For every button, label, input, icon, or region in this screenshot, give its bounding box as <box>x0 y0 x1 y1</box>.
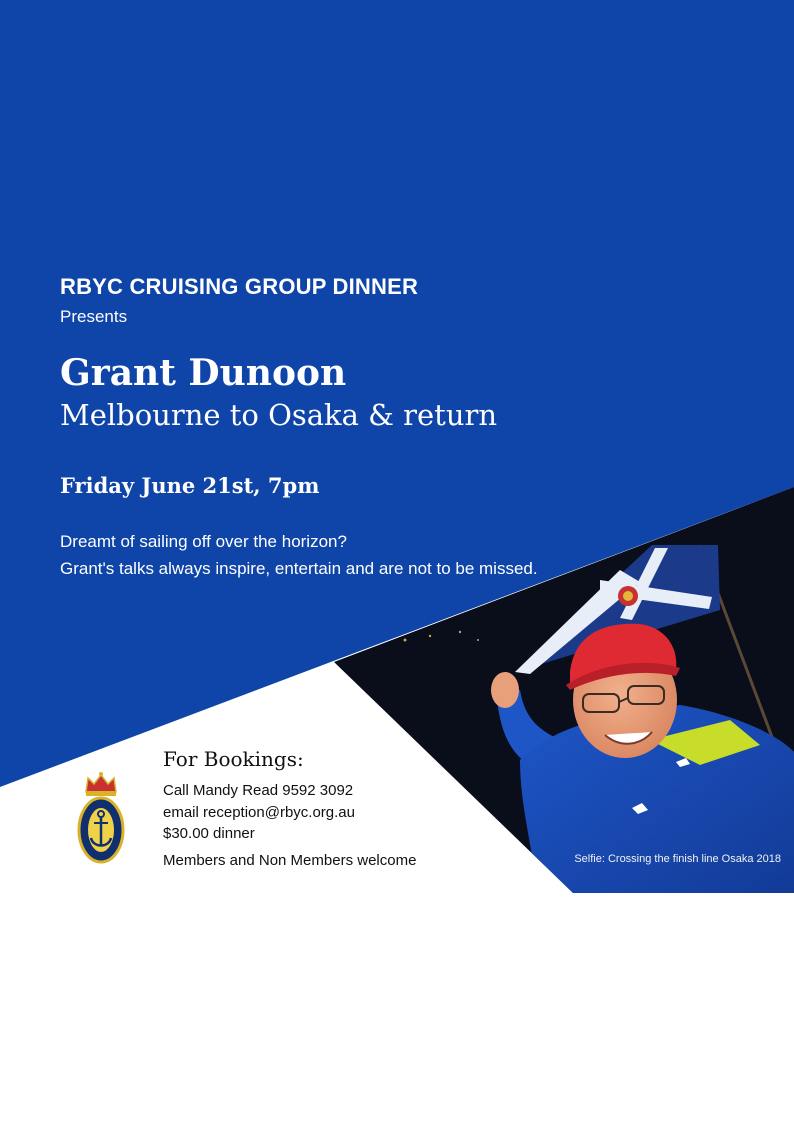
bookings-welcome: Members and Non Members welcome <box>163 852 417 869</box>
crown-icon <box>86 772 116 796</box>
club-logo <box>76 770 126 868</box>
event-date: Friday June 21st, 7pm <box>60 473 320 498</box>
bookings-email: email reception@rbyc.org.au <box>163 804 355 821</box>
bookings-heading: For Bookings: <box>163 747 304 771</box>
description-line-1: Dreamt of sailing off over the horizon? <box>60 532 347 551</box>
bookings-phone: Call Mandy Read 9592 3092 <box>163 782 354 799</box>
description-line-2: Grant's talks always inspire, entertain and are not to be missed. <box>60 559 538 578</box>
org-title: RBYC CRUISING GROUP DINNER <box>60 274 419 299</box>
talk-title: Melbourne to Osaka & return <box>60 398 498 432</box>
presents-label: Presents <box>60 307 128 326</box>
bookings-price: $30.00 dinner <box>163 825 255 842</box>
speaker-name: Grant Dunoon <box>60 352 347 394</box>
photo-caption: Selfie: Crossing the finish line Osaka 2018 <box>574 853 781 865</box>
